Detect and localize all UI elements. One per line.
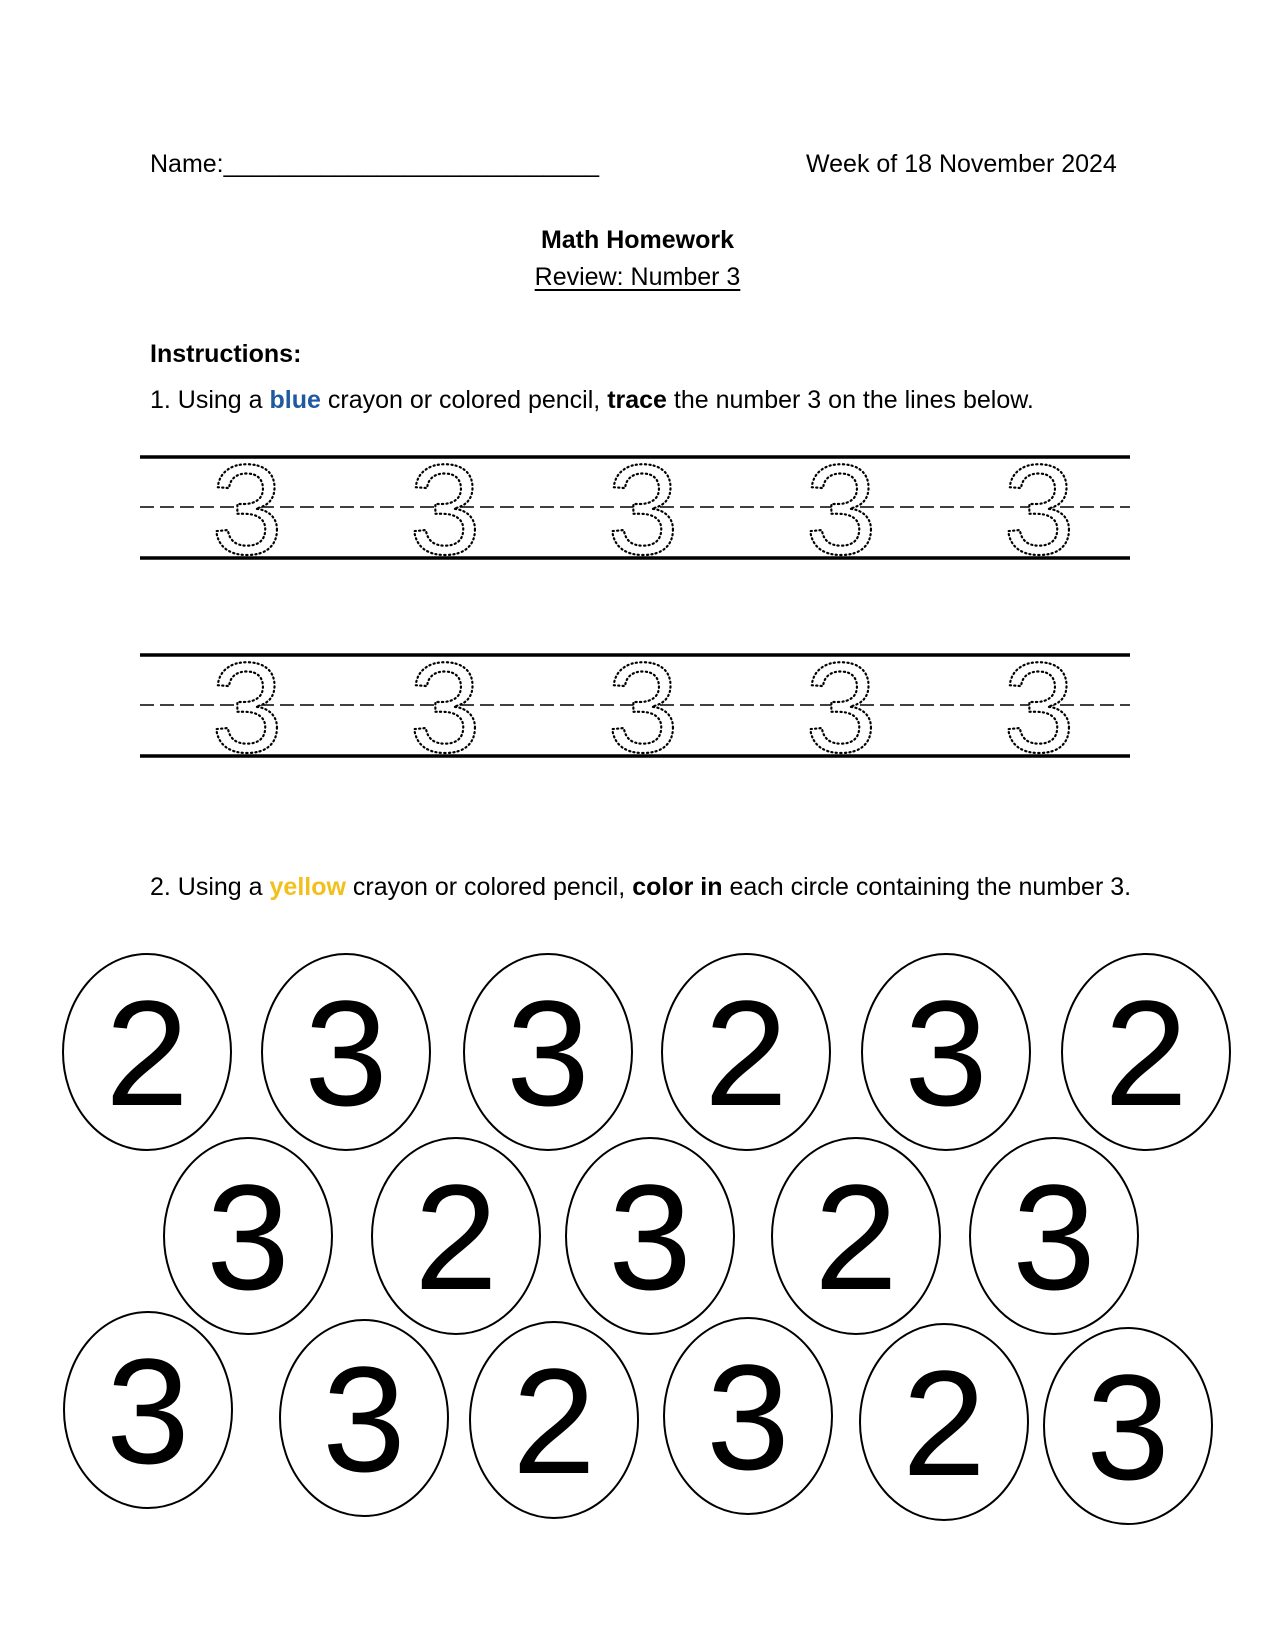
- circle-digit: 3: [706, 1333, 790, 1501]
- number-circle[interactable]: [566, 1138, 734, 1334]
- circle-digit: 2: [105, 969, 189, 1137]
- number-circle[interactable]: [1062, 954, 1230, 1150]
- trace-digit[interactable]: 3: [211, 637, 283, 780]
- instruction-step-1: [150, 386, 1034, 415]
- step2-action: color in: [632, 873, 723, 901]
- name-label: Name:: [150, 150, 224, 178]
- number-circle[interactable]: [280, 1320, 448, 1516]
- trace-digit[interactable]: 3: [409, 455, 481, 582]
- step1-suffix: the number 3 on the lines below.: [666, 386, 1034, 414]
- color-word-blue: blue: [269, 386, 321, 414]
- number-circle[interactable]: [662, 954, 830, 1150]
- circle-digit: 3: [206, 1153, 290, 1321]
- trace-digit[interactable]: 3: [805, 455, 877, 582]
- step1-prefix: 1. Using a: [150, 386, 270, 414]
- subtitle-text: Review: Number 3: [534, 263, 741, 291]
- circle-digit: 3: [1012, 1153, 1096, 1321]
- circle-digit: 2: [704, 969, 788, 1137]
- page-subtitle: [0, 263, 1275, 292]
- step1-action: trace: [607, 386, 667, 414]
- circle-digit: 3: [1086, 1343, 1170, 1511]
- number-circle[interactable]: [860, 1324, 1028, 1520]
- color-word-yellow: yellow: [269, 873, 346, 901]
- page-title: Math Homework: [540, 226, 735, 254]
- number-circle[interactable]: [772, 1138, 940, 1334]
- circle-digit: 2: [814, 1153, 898, 1321]
- number-circle[interactable]: [64, 1312, 232, 1508]
- tracing-row[interactable]: [140, 455, 1130, 582]
- tracing-row[interactable]: [140, 637, 1130, 780]
- step2-suffix: each circle containing the number 3.: [722, 873, 1132, 901]
- number-circles-area: [0, 940, 1275, 1530]
- trace-digit[interactable]: 3: [409, 637, 481, 780]
- week-date: Week of 18 November 2024: [806, 150, 1117, 178]
- trace-digit[interactable]: 3: [211, 455, 283, 582]
- number-circle[interactable]: [464, 954, 632, 1150]
- number-circle[interactable]: [862, 954, 1030, 1150]
- circle-digit: 2: [902, 1339, 986, 1507]
- number-circle[interactable]: [164, 1138, 332, 1334]
- circle-digit: 3: [304, 969, 388, 1137]
- number-circle[interactable]: [664, 1318, 832, 1514]
- circle-digit: 3: [322, 1335, 406, 1503]
- trace-digit[interactable]: 3: [607, 637, 679, 780]
- number-circle[interactable]: [470, 1322, 638, 1518]
- circle-digit: 2: [512, 1337, 596, 1505]
- number-circle[interactable]: [1044, 1328, 1212, 1524]
- circle-digit: 3: [106, 1327, 190, 1495]
- trace-digit[interactable]: 3: [1003, 455, 1075, 582]
- number-circle[interactable]: [262, 954, 430, 1150]
- trace-digit[interactable]: 3: [805, 637, 877, 780]
- instructions-heading: Instructions:: [150, 340, 302, 368]
- circle-digit: 3: [608, 1153, 692, 1321]
- number-circle[interactable]: [372, 1138, 540, 1334]
- tracing-area[interactable]: [0, 455, 1275, 795]
- trace-digit[interactable]: 3: [607, 455, 679, 582]
- instruction-step-2: [150, 873, 1131, 902]
- number-circle[interactable]: [63, 954, 231, 1150]
- trace-digit[interactable]: 3: [1003, 637, 1075, 780]
- number-circle[interactable]: [970, 1138, 1138, 1334]
- circle-digit: 2: [414, 1153, 498, 1321]
- circle-digit: 3: [904, 969, 988, 1137]
- name-field[interactable]: [150, 150, 599, 179]
- step1-mid: crayon or colored pencil,: [320, 386, 608, 414]
- circle-digit: 3: [506, 969, 590, 1137]
- step2-prefix: 2. Using a: [150, 873, 270, 901]
- step2-mid: crayon or colored pencil,: [345, 873, 633, 901]
- name-blank-line[interactable]: ___________________________: [223, 150, 600, 178]
- circle-digit: 2: [1104, 969, 1188, 1137]
